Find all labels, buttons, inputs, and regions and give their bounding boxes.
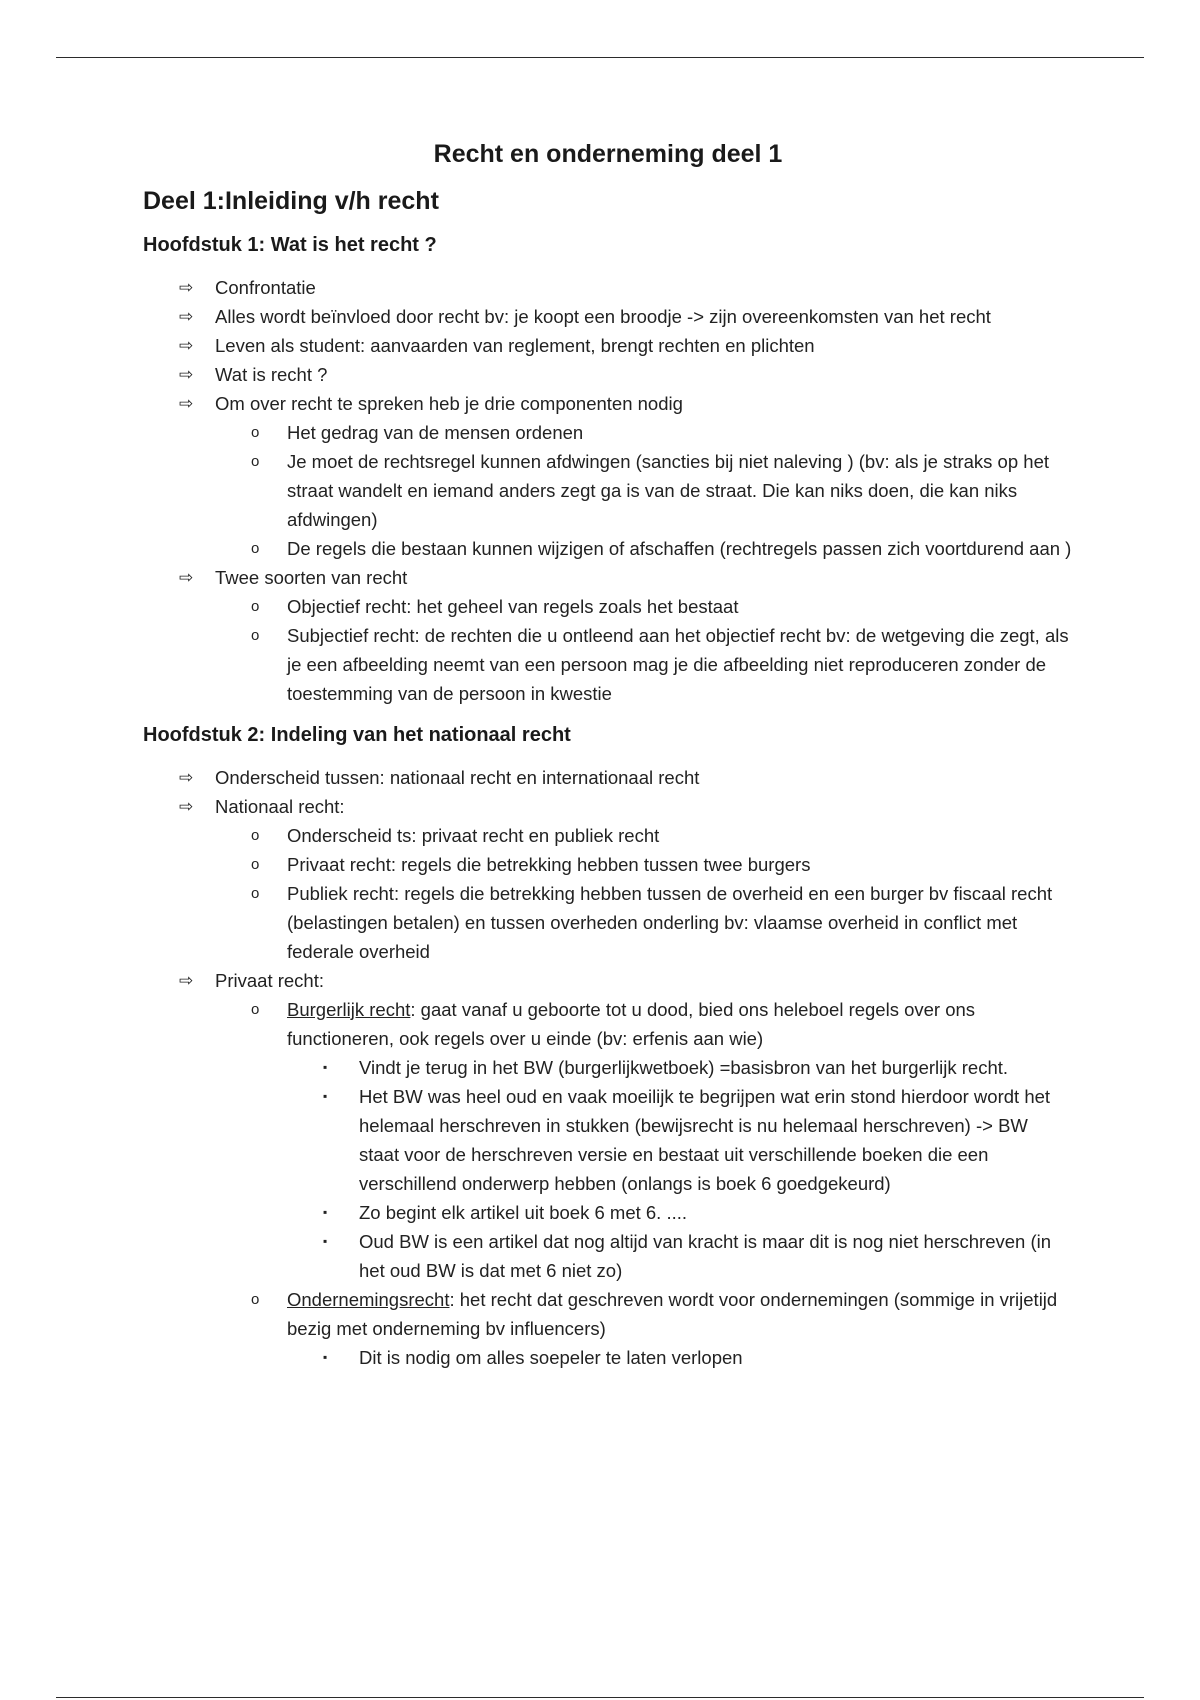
sub-list-item	[215, 592, 1073, 621]
square-bullet-icon: ▪	[323, 1205, 328, 1219]
square-bullet-icon: ▪	[323, 1060, 328, 1074]
list-item-text: Nationaal recht:	[215, 796, 345, 817]
list-item	[143, 563, 1073, 708]
circle-bullet-icon: o	[251, 540, 260, 557]
chapter-1-list	[143, 273, 1073, 708]
chapter-1-title: Hoofdstuk 1: Wat is het recht ?	[143, 234, 437, 256]
sub-list-item-text: Objectief recht: het geheel van regels zoals het bestaat	[287, 596, 739, 617]
sub-sub-list-item-text: Dit is nodig om alles soepeler te laten verlopen	[359, 1347, 743, 1368]
circle-bullet-icon: o	[251, 424, 260, 441]
sub-list-item	[215, 850, 1073, 879]
sub-list-item-text: Publiek recht: regels die betrekking hebben tussen de overheid en een burger bv fiscaal recht (belastingen betalen) en tussen overheden onderling bv: vlaamse overheid in conflict met federale overheid	[287, 883, 1053, 962]
sub-list-item	[215, 621, 1073, 708]
sub-sub-list-item	[287, 1198, 1073, 1227]
sub-list-item	[215, 447, 1073, 534]
list-item-text: Om over recht te spreken heb je drie componenten nodig	[215, 393, 683, 414]
sub-sub-list-item	[287, 1343, 1073, 1372]
circle-bullet-icon: o	[251, 598, 260, 615]
arrow-bullet-icon: ⇨	[179, 768, 194, 787]
list-item	[143, 273, 1073, 302]
sub-list-item	[215, 1285, 1073, 1372]
arrow-bullet-icon: ⇨	[179, 278, 194, 297]
circle-bullet-icon: o	[251, 827, 260, 844]
list-item-text: Leven als student: aanvaarden van reglement, brengt rechten en plichten	[215, 335, 815, 356]
document-page	[143, 140, 1073, 1388]
sub-list	[215, 592, 1073, 708]
ondernemingsrecht-term-description: : het recht dat geschreven wordt voor ondernemingen (sommige in vrijetijd bezig met onderneming bv influencers)	[287, 1289, 1058, 1339]
sub-sub-list-item-text: Zo begint elk artikel uit boek 6 met 6. ....	[359, 1202, 688, 1223]
sub-list-item-text: Privaat recht: regels die betrekking hebben tussen twee burgers	[287, 854, 811, 875]
sub-list	[215, 995, 1073, 1372]
list-item	[143, 302, 1073, 331]
chapter-1	[143, 234, 1073, 708]
ondernemingsrecht-term: Ondernemingsrecht	[287, 1289, 450, 1310]
sub-list-item-text: Het gedrag van de mensen ordenen	[287, 422, 584, 443]
arrow-bullet-icon: ⇨	[179, 568, 194, 587]
sub-sub-list-item-text: Het BW was heel oud en vaak moeilijk te begrijpen wat erin stond hierdoor wordt het helemaal herschreven in stukken (bewijsrecht is nu helemaal herschreven) -> BW staat voor de herschreven versie en bestaat uit verschillende boeken die een verschillend onderwerp hebben (onlangs is boek 6 goedgekeurd)	[359, 1086, 1051, 1194]
list-item-text: Confrontatie	[215, 277, 316, 298]
sub-sub-list-item-text: Vindt je terug in het BW (burgerlijkwetboek) =basisbron van het burgerlijk recht.	[359, 1057, 1009, 1078]
sub-list-item	[215, 534, 1073, 563]
arrow-bullet-icon: ⇨	[179, 797, 194, 816]
list-item	[143, 389, 1073, 563]
sub-list-item	[215, 879, 1073, 966]
sub-sub-list	[287, 1343, 1073, 1372]
list-item	[143, 792, 1073, 966]
part-title: Deel 1:Inleiding v/h recht	[143, 187, 439, 215]
sub-list-item-text	[287, 999, 975, 1049]
sub-list-item-text	[287, 1289, 1057, 1339]
sub-list-item-text: Je moet de rechtsregel kunnen afdwingen (sancties bij niet naleving ) (bv: als je straks op het straat wandelt en iemand anders zegt ga is van de straat. Die kan niks doen, die kan niks afdwingen)	[287, 451, 1049, 530]
arrow-bullet-icon: ⇨	[179, 971, 194, 990]
sub-list	[215, 821, 1073, 966]
sub-sub-list	[287, 1053, 1073, 1285]
header-rule	[56, 57, 1144, 58]
chapter-2-list	[143, 763, 1073, 1372]
sub-sub-list-item	[287, 1053, 1073, 1082]
sub-list-item	[215, 821, 1073, 850]
list-item-text: Alles wordt beïnvloed door recht bv: je koopt een broodje -> zijn overeenkomsten van het recht	[215, 306, 991, 327]
sub-list-item-text: Subjectief recht: de rechten die u ontleend aan het objectief recht bv: de wetgeving die zegt, als je een afbeelding neemt van een persoon mag je die afbeelding niet reproduceren zonder de toestemming van de persoon in kwestie	[287, 625, 1069, 704]
sub-list-item-text: De regels die bestaan kunnen wijzigen of afschaffen (rechtregels passen zich voortdurend aan )	[287, 538, 1072, 559]
list-item	[143, 331, 1073, 360]
circle-bullet-icon: o	[251, 453, 260, 470]
list-item-text: Twee soorten van recht	[215, 567, 408, 588]
arrow-bullet-icon: ⇨	[179, 394, 194, 413]
chapter-2-title: Hoofdstuk 2: Indeling van het nationaal recht	[143, 724, 571, 746]
sub-list	[215, 418, 1073, 563]
arrow-bullet-icon: ⇨	[179, 307, 194, 326]
arrow-bullet-icon: ⇨	[179, 365, 194, 384]
chapter-2	[143, 724, 1073, 1372]
sub-list-item	[215, 995, 1073, 1285]
burgerlijk-recht-term: Burgerlijk recht	[287, 999, 411, 1020]
circle-bullet-icon: o	[251, 627, 260, 644]
circle-bullet-icon: o	[251, 856, 260, 873]
square-bullet-icon: ▪	[323, 1089, 328, 1103]
sub-list-item-text: Onderscheid ts: privaat recht en publiek recht	[287, 825, 660, 846]
square-bullet-icon: ▪	[323, 1350, 328, 1364]
list-item-text: Wat is recht ?	[215, 364, 328, 385]
list-item	[143, 360, 1073, 389]
sub-list-item	[215, 418, 1073, 447]
sub-sub-list-item-text: Oud BW is een artikel dat nog altijd van kracht is maar dit is nog niet herschreven (in het oud BW is dat met 6 niet zo)	[359, 1231, 1052, 1281]
footer-rule	[56, 1697, 1144, 1698]
list-item-text: Privaat recht:	[215, 970, 324, 991]
list-item-text: Onderscheid tussen: nationaal recht en internationaal recht	[215, 767, 700, 788]
circle-bullet-icon: o	[251, 885, 260, 902]
circle-bullet-icon: o	[251, 1291, 260, 1308]
sub-sub-list-item	[287, 1227, 1073, 1285]
document-title: Recht en onderneming deel 1	[433, 140, 783, 168]
arrow-bullet-icon: ⇨	[179, 336, 194, 355]
list-item	[143, 966, 1073, 1372]
list-item	[143, 763, 1073, 792]
burgerlijk-recht-term-description: : gaat vanaf u geboorte tot u dood, bied ons heleboel regels over ons functioneren, ook regels over u einde (bv: erfenis aan wie)	[287, 999, 976, 1049]
circle-bullet-icon: o	[251, 1001, 260, 1018]
sub-sub-list-item	[287, 1082, 1073, 1198]
square-bullet-icon: ▪	[323, 1234, 328, 1248]
